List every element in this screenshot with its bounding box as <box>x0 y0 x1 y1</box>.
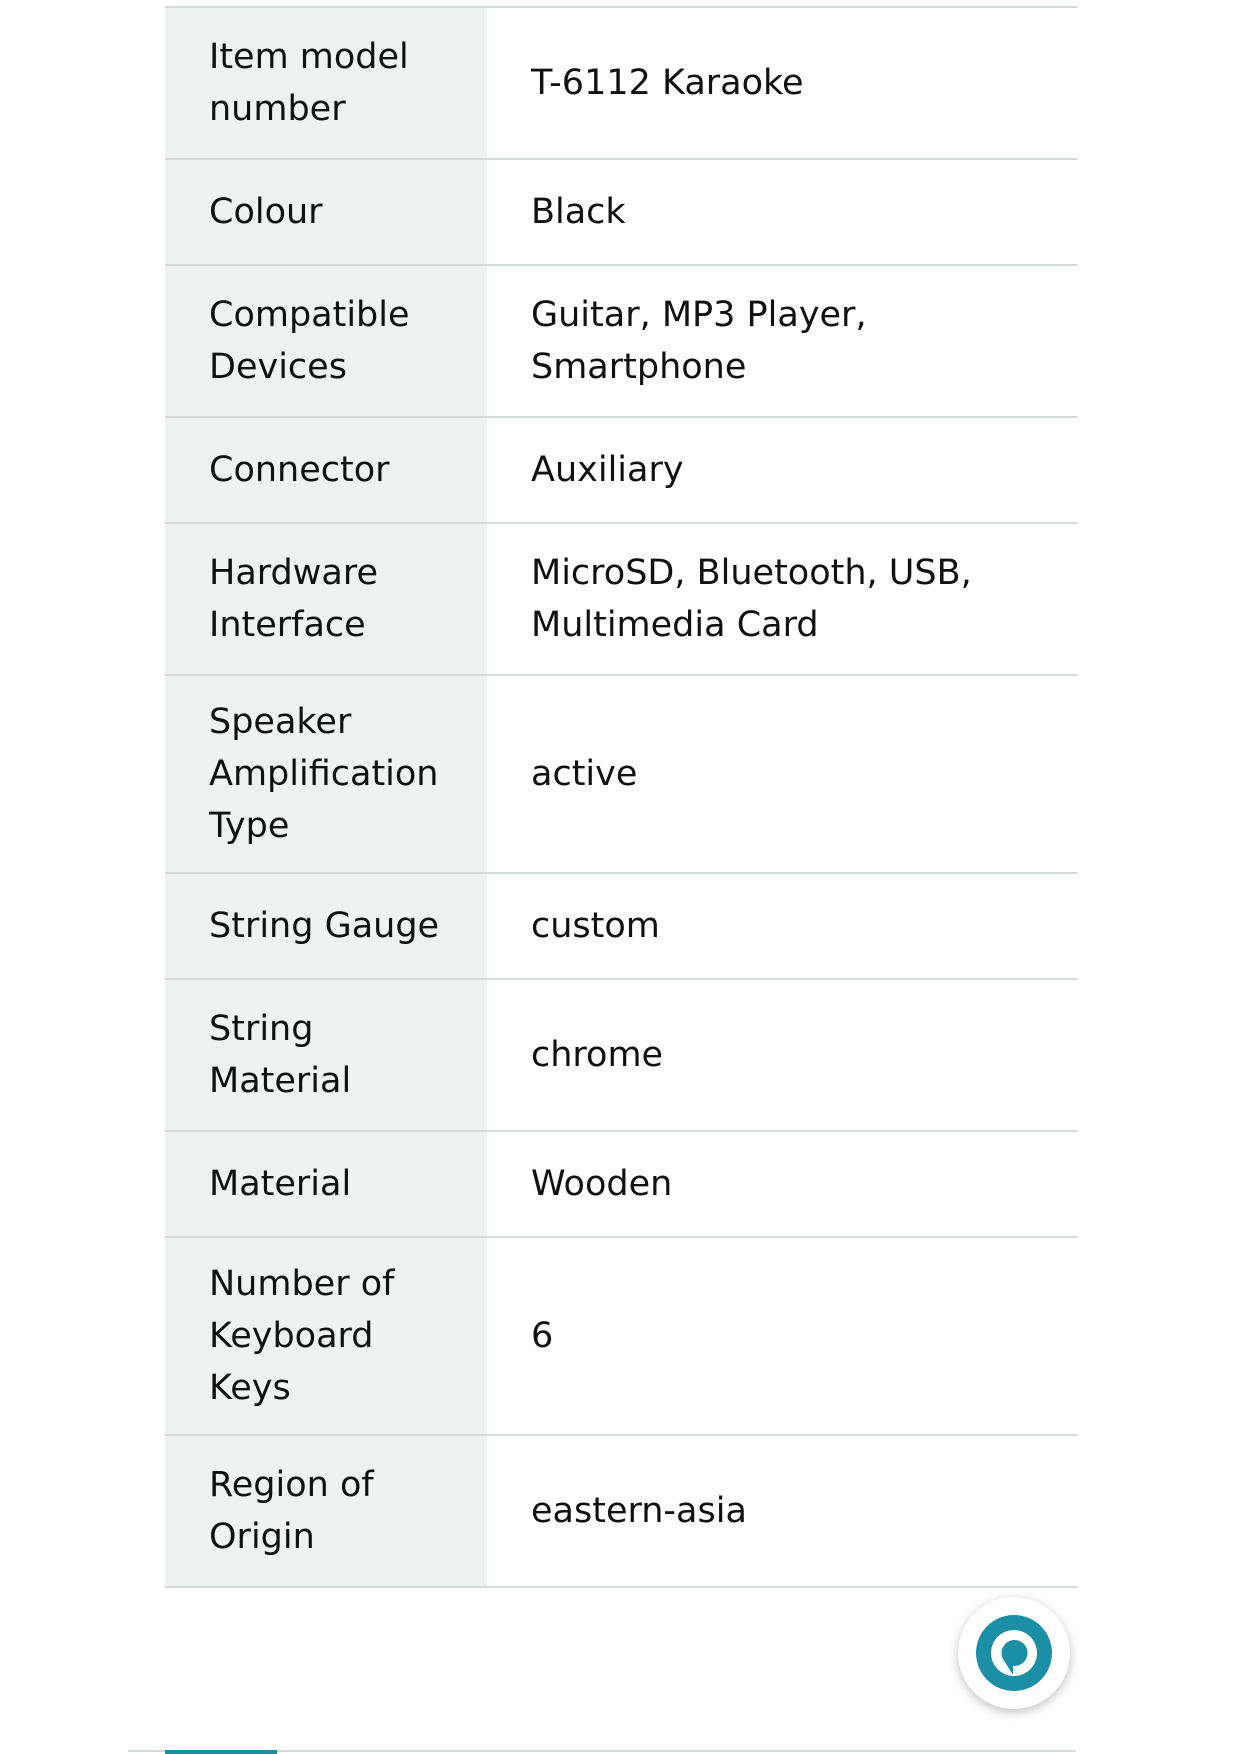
spec-value-cell <box>487 1131 1077 1237</box>
spec-label: Compatible Devices <box>209 295 410 387</box>
spec-row <box>165 1435 1077 1587</box>
spec-value: MicroSD, Bluetooth, USB, Multimedia Card <box>531 553 972 645</box>
spec-label: Number of Keyboard Keys <box>209 1264 395 1408</box>
spec-value: Auxiliary <box>531 450 684 490</box>
spec-value-cell <box>487 523 1077 675</box>
alexa-icon <box>974 1613 1054 1693</box>
spec-value-cell <box>487 1435 1077 1587</box>
alexa-button[interactable] <box>958 1597 1070 1709</box>
spec-label: String Material <box>209 1009 352 1101</box>
spec-value: chrome <box>531 1035 664 1075</box>
product-details-table <box>165 6 1077 1588</box>
spec-value: Black <box>531 192 626 232</box>
spec-label-cell <box>165 159 487 265</box>
spec-value: active <box>531 754 638 794</box>
spec-value: custom <box>531 906 660 946</box>
spec-row <box>165 523 1077 675</box>
spec-label: Speaker Amplification Type <box>209 702 439 846</box>
spec-row <box>165 1237 1077 1435</box>
spec-row <box>165 159 1077 265</box>
spec-value-cell <box>487 873 1077 979</box>
spec-value-cell <box>487 979 1077 1131</box>
spec-label: Hardware Interface <box>209 553 378 645</box>
spec-label: Connector <box>209 450 390 490</box>
spec-value-cell <box>487 675 1077 873</box>
spec-label: Colour <box>209 192 323 232</box>
spec-label-cell <box>165 873 487 979</box>
spec-row <box>165 1131 1077 1237</box>
spec-value: eastern-asia <box>531 1491 747 1531</box>
spec-label: Region of Origin <box>209 1465 374 1557</box>
spec-label: String Gauge <box>209 906 440 946</box>
spec-label-cell <box>165 523 487 675</box>
spec-value-cell <box>487 159 1077 265</box>
spec-row <box>165 979 1077 1131</box>
spec-value: 6 <box>531 1316 554 1356</box>
spec-row <box>165 675 1077 873</box>
scroll-indicator <box>165 1750 277 1754</box>
spec-label-cell <box>165 265 487 417</box>
spec-label-cell <box>165 1131 487 1237</box>
spec-label: Material <box>209 1164 352 1204</box>
spec-label-cell <box>165 417 487 523</box>
spec-label-cell <box>165 979 487 1131</box>
spec-label-cell <box>165 1435 487 1587</box>
spec-value: T-6112 Karaoke <box>531 63 804 103</box>
spec-value-cell <box>487 7 1077 159</box>
spec-label-cell <box>165 7 487 159</box>
spec-value: Guitar, MP3 Player, Smartphone <box>531 295 867 387</box>
spec-value-cell <box>487 417 1077 523</box>
spec-label-cell <box>165 675 487 873</box>
spec-value: Wooden <box>531 1164 673 1204</box>
spec-row <box>165 873 1077 979</box>
spec-value-cell <box>487 1237 1077 1435</box>
spec-row <box>165 7 1077 159</box>
spec-label-cell <box>165 1237 487 1435</box>
spec-value-cell <box>487 265 1077 417</box>
spec-label: Item model number <box>209 37 409 129</box>
spec-row <box>165 265 1077 417</box>
spec-row <box>165 417 1077 523</box>
